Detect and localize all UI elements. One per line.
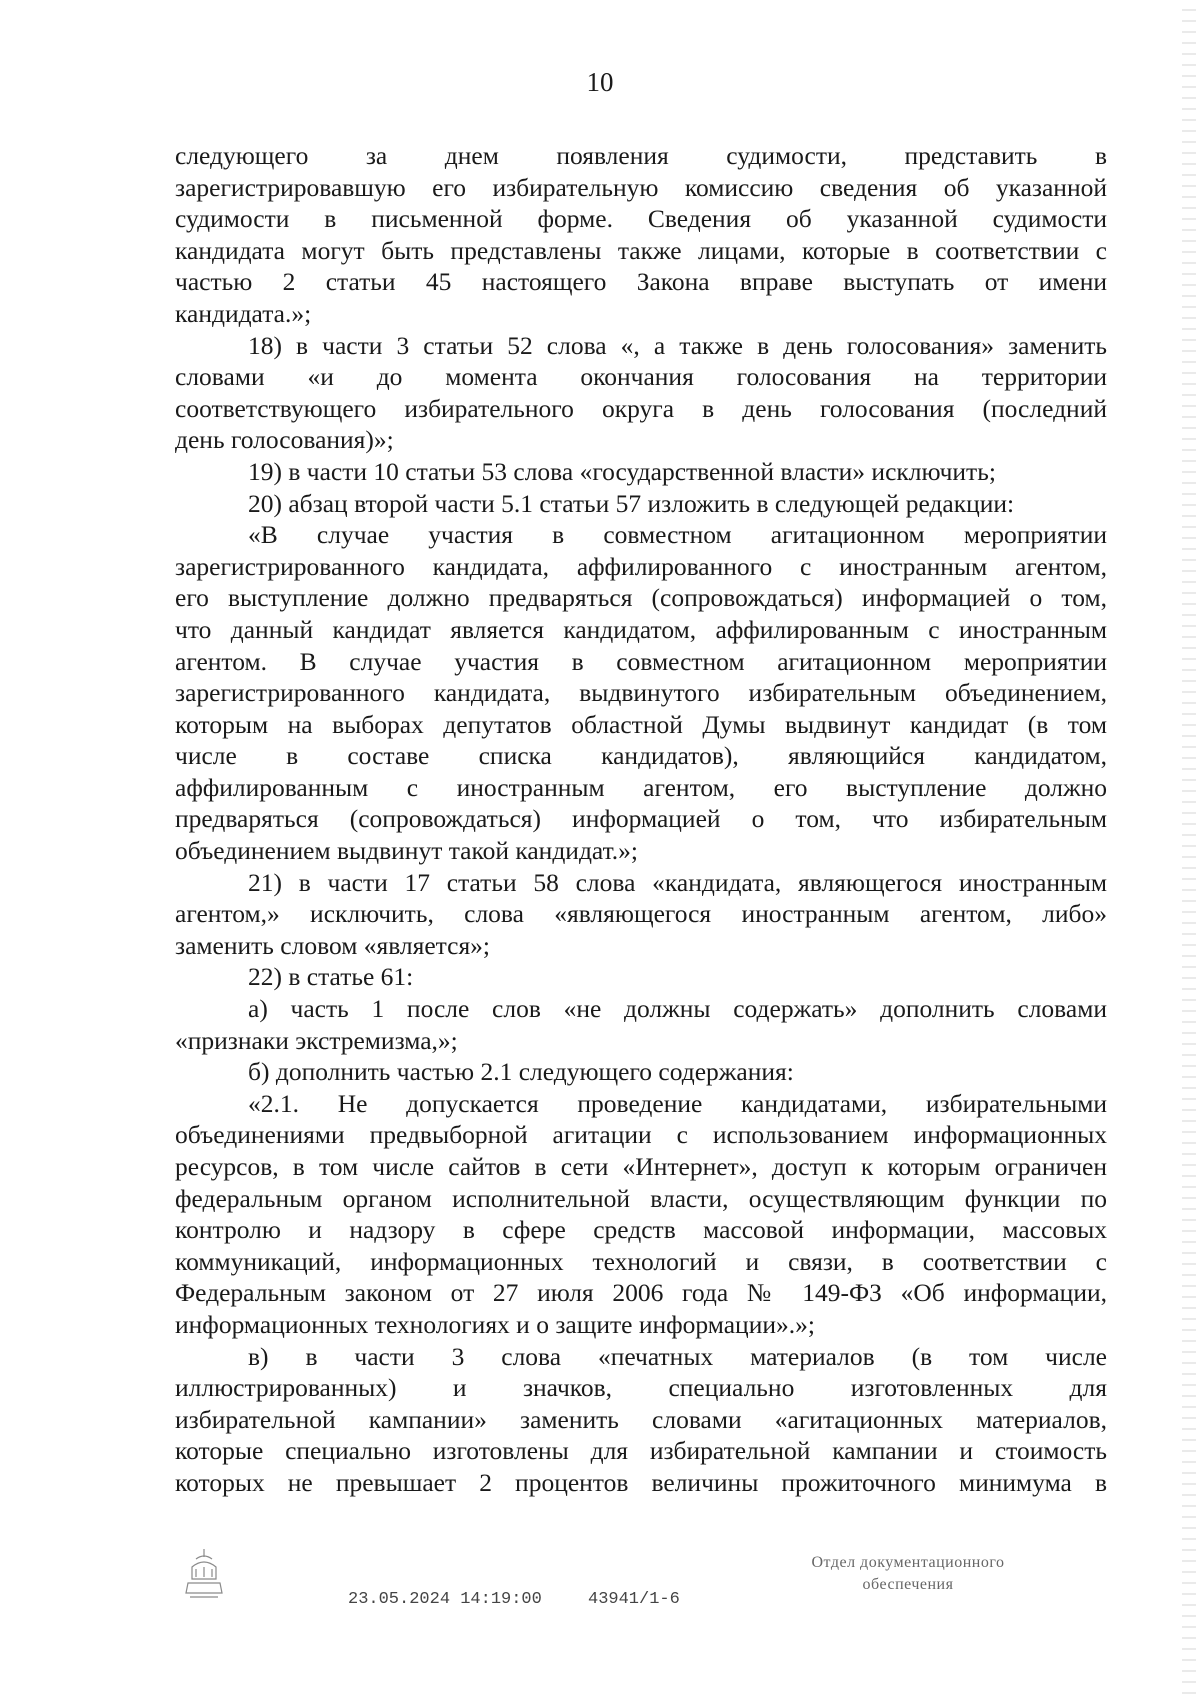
department-stamp — [758, 1552, 1058, 1596]
emblem-icon — [182, 1545, 226, 1601]
text-line: кандидата.»; — [175, 298, 312, 328]
text-line: контролю и надзору в сфере средств массовой информации, массовых — [175, 1215, 1107, 1245]
stamp-line: обеспечения — [862, 1576, 954, 1593]
text-line: коммуникаций, информационных технологий и связи, в соответствии с — [175, 1246, 1107, 1276]
text-line: объединением выдвинут такой кандидат.»; — [175, 836, 639, 866]
document-body — [175, 140, 1107, 1499]
footer-date: 23.05.2024 14:19:00 — [348, 1590, 542, 1609]
text-line: федеральным органом исполнительной власти, осуществляющим функции по — [175, 1183, 1107, 1213]
text-line: которым на выборах депутатов областной Думы выдвинут кандидат (в том — [175, 709, 1107, 739]
text-line: ресурсов, в том числе сайтов в сети «Интернет», доступ к которым ограничен — [175, 1152, 1107, 1181]
text-line: частью 2 статьи 45 настоящего Закона вправе выступать от имени — [175, 267, 1107, 297]
text-line: зарегистрированного кандидата, аффилированного с иностранным агентом, — [175, 551, 1107, 581]
text-line: числе в составе списка кандидатов), являющийся кандидатом, — [175, 741, 1107, 771]
text-line: соответствующего избирательного округа в день голосования (последний — [175, 393, 1107, 423]
text-line: которых не превышает 2 процентов величины прожиточного минимума в — [175, 1467, 1107, 1497]
text-line: «признаки экстремизма,»; — [175, 1025, 458, 1055]
text-line: «2.1. Не допускается проведение кандидатами, избирательными — [248, 1088, 1107, 1118]
text-line: день голосования)»; — [175, 425, 394, 455]
text-line: 21) в части 17 статьи 58 слова «кандидата, являющегося иностранным — [248, 867, 1107, 897]
text-line: «В случае участия в совместном агитационном мероприятии — [248, 520, 1107, 550]
text-line: которые специально изготовлены для избирательной кампании и стоимость — [175, 1436, 1107, 1466]
text-line: агентом. В случае участия в совместном агитационном мероприятии — [175, 646, 1107, 676]
text-line: его выступление должно предваряться (сопровождаться) информацией о том, — [175, 583, 1107, 613]
text-line: зарегистрированного кандидата, выдвинутого избирательным объединением, — [175, 678, 1107, 708]
scan-edge-marks — [1182, 0, 1196, 1695]
text-line: избирательной кампании» заменить словами «агитационных материалов, — [175, 1404, 1107, 1434]
text-line: зарегистрировавшую его избирательную комиссию сведения об указанной — [175, 172, 1107, 202]
text-line: словами «и до момента окончания голосования на территории — [175, 362, 1107, 392]
text-line: 22) в статье 61: — [248, 962, 414, 992]
text-line: объединениями предвыборной агитации с использованием информационных — [175, 1120, 1107, 1150]
text-line: иллюстрированных) и значков, специально изготовленных для — [175, 1373, 1107, 1403]
text-line: аффилированным с иностранным агентом, его выступление должно — [175, 772, 1107, 802]
footer-document-id: 43941/1-6 — [588, 1590, 680, 1609]
text-line: предваряться (сопровождаться) информацией о том, что избирательным — [175, 804, 1107, 834]
text-line: 19) в части 10 статьи 53 слова «государственной власти» исключить; — [248, 456, 996, 486]
text-line: 18) в части 3 статьи 52 слова «, а также в день голосования» заменить — [248, 330, 1107, 360]
text-line: Федеральным законом от 27 июля 2006 года № 149-ФЗ «Об информации, — [175, 1278, 1107, 1308]
text-line: а) часть 1 после слов «не должны содержать» дополнить словами — [248, 994, 1107, 1024]
text-line: б) дополнить частью 2.1 следующего содержания: — [248, 1057, 794, 1087]
text-line: судимости в письменной форме. Сведения об указанной судимости — [175, 204, 1107, 234]
text-line: кандидата могут быть представлены также лицами, которые в соответствии с — [175, 235, 1107, 265]
text-line: что данный кандидат является кандидатом, аффилированным с иностранным — [175, 614, 1107, 644]
text-line: агентом,» исключить, слова «являющегося иностранным агентом, либо» — [175, 899, 1107, 929]
text-line: следующего за днем появления судимости, представить в — [175, 141, 1107, 170]
text-line: информационных технологиях и о защите информации».»; — [175, 1309, 815, 1339]
text-line: 20) абзац второй части 5.1 статьи 57 изложить в следующей редакции: — [248, 488, 1015, 518]
page-number: 10 — [586, 67, 614, 97]
text-line: в) в части 3 слова «печатных материалов (в том числе — [248, 1341, 1107, 1371]
stamp-line: Отдел документационного — [811, 1554, 1005, 1571]
text-line: заменить словом «является»; — [175, 930, 491, 960]
